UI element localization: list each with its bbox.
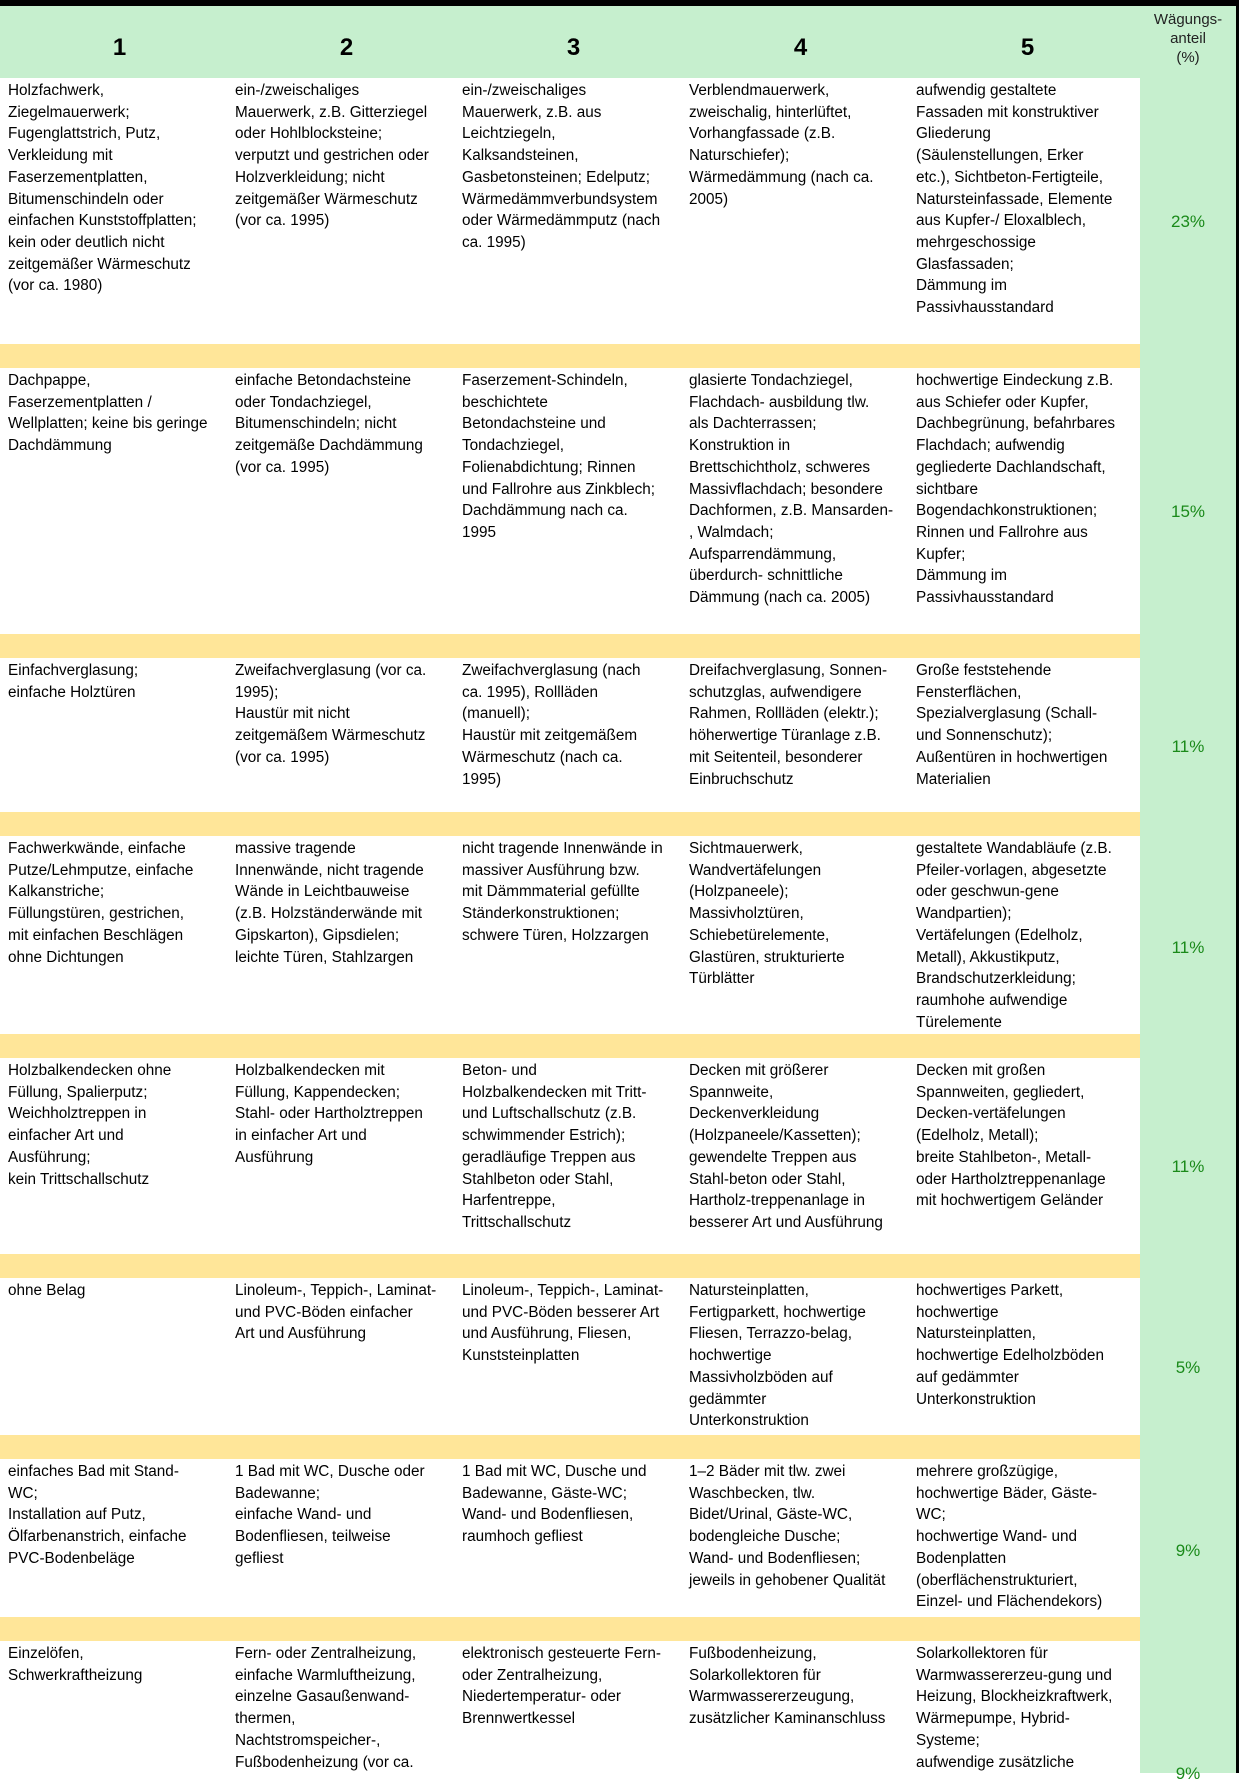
table-cell: Zweifachverglasung (nach ca. 1995), Rollläden (manuell); Haustür mit zeitgemäßem Wärmeschutz (nach ca. 1995)	[462, 662, 641, 788]
weight-column-background	[1140, 6, 1236, 1773]
table-cell: Zweifachverglasung (vor ca. 1995); Haustür mit nicht zeitgemäßem Wärmeschutz (vor ca. 1995)	[235, 662, 427, 766]
table-cell: Einfachverglasung; einfache Holztüren	[8, 662, 139, 701]
table-cell: mehrere großzügige, hochwertige Bäder, Gäste- WC; hochwertige Wand- und Bodenplatten (oberflächenstrukturiert, Einzel- und Flächendekors)	[916, 1463, 1103, 1611]
row-separator	[0, 812, 1140, 836]
table-cell: ein-/zweischaliges Mauerwerk, z.B. Gitterziegel oder Hohlblocksteine; verputzt und gestrichen oder Holzverkleidung; nicht zeitgemäßer Wärmeschutz (vor ca. 1995)	[235, 82, 429, 230]
column-header-1: 1	[112, 34, 127, 61]
table-cell: Große feststehende Fensterflächen, Spezialverglasung (Schall- und Sonnenschutz); Außentüren in hochwertigen Materialien	[916, 662, 1108, 788]
column-header-4: 4	[793, 34, 808, 61]
table-cell: massive tragende Innenwände, nicht tragende Wände in Leichtbauweise (z.B. Holzständerwände mit Gipskarton), Gipsdielen; leichte Türen, Stahlzargen	[235, 840, 424, 966]
table-cell: 1 Bad mit WC, Dusche und Badewanne, Gäste-WC; Wand- und Bodenfliesen, raumhoch gefliest	[462, 1463, 647, 1546]
table-cell: Einzelöfen, Schwerkraftheizung	[8, 1645, 143, 1684]
table-cell: Solarkollektoren für Warmwassererzeu-gung und Heizung, Blockheizkraftwerk, Wärmepumpe, Hybrid- Systeme; aufwendige zusätzliche	[916, 1645, 1113, 1771]
row-separator	[0, 634, 1140, 658]
table-cell: nicht tragende Innenwände in massiver Ausführung bzw. mit Dämmmaterial gefüllte Ständerkonstruktionen; schwere Türen, Holzzargen	[462, 840, 663, 944]
weight-value: 11%	[1171, 1157, 1205, 1176]
table-cell: 1–2 Bäder mit tlw. zwei Waschbecken, tlw. Bidet/Urinal, Gäste-WC, bodengleiche Dusche; Wand- und Bodenfliesen; jeweils in gehobener Qualität	[689, 1463, 886, 1589]
table-cell: elektronisch gesteuerte Fern- oder Zentralheizung, Niedertemperatur- oder Brennwertkessel	[462, 1645, 661, 1728]
column-header-5: 5	[1020, 34, 1035, 61]
table-cell: Decken mit größerer Spannweite, Deckenverkleidung (Holzpaneele/Kassetten); gewendelte Treppen aus Stahl-beton oder Stahl, Hartholz-treppenanlage in besserer Art und Ausführung	[689, 1062, 883, 1231]
table-cell: Holzbalkendecken ohne Füllung, Spalierputz; Weichholztreppen in einfacher Art und Ausführung; kein Trittschallschutz	[8, 1062, 172, 1188]
table-cell: glasierte Tondachziegel, Flachdach- ausbildung tlw. als Dachterrassen; Konstruktion in Brettschichtholz, schweres Massivflachdach; besondere Dachformen, z.B. Mansarden- , Walmdach; Aufsparrendämmung, überdurch- schnittliche Dämmung (nach ca. 2005)	[689, 372, 894, 607]
row-separator	[0, 1617, 1140, 1641]
column-header-2: 2	[339, 34, 354, 61]
table-cell: Fachwerkwände, einfache Putze/Lehmputze, einfache Kalkanstriche; Füllungstüren, gestrichen, mit einfachen Beschlägen ohne Dichtungen	[8, 840, 194, 966]
table-cell: Verblendmauerwerk, zweischalig, hinterlüftet, Vorhangfassade (z.B. Naturschiefer); Wärmedämmung (nach ca. 2005)	[689, 82, 874, 208]
table-cell: einfache Betondachsteine oder Tondachziegel, Bitumenschindeln; nicht zeitgemäße Dachdämmung (vor ca. 1995)	[235, 372, 423, 476]
weight-value: 11%	[1171, 737, 1205, 756]
table-cell: gestaltete Wandabläufe (z.B. Pfeiler-vorlagen, abgesetzte oder geschwun-gene Wandpartien); Vertäfelungen (Edelholz, Metall), Akkustikputz, Brandschutzerkleidung; raumhohe aufwendige Türelemente	[916, 840, 1112, 1031]
table-cell: Decken mit großen Spannweiten, gegliedert, Decken-vertäfelungen (Edelholz, Metall); breite Stahlbeton-, Metall- oder Hartholztreppenanlage mit hochwertigem Geländer	[916, 1062, 1106, 1210]
table-cell: Faserzement-Schindeln, beschichtete Betondachsteine und Tondachziegel, Folienabdichtung; Rinnen und Fallrohre aus Zinkblech; Dachdämmung nach ca. 1995	[462, 372, 656, 541]
table-cell: aufwendig gestaltete Fassaden mit konstruktiver Gliederung (Säulenstellungen, Erker etc.), Sichtbeton-Fertigteile, Natursteinfassade, Elemente aus Kupfer-/ Eloxalblech, mehrgeschossige Glasfassaden; Dämmung im Passivhausstandard	[916, 82, 1113, 317]
weight-value: 23%	[1170, 212, 1206, 231]
weight-value: 5%	[1175, 1358, 1201, 1377]
table-cell: Linoleum-, Teppich-, Laminat- und PVC-Böden einfacher Art und Ausführung	[235, 1282, 437, 1343]
weight-column-header: Wägungs- anteil (%)	[1153, 11, 1223, 66]
table-cell: Sichtmauerwerk, Wandvertäfelungen (Holzpaneele); Massivholztüren, Schiebetürelemente, Glastüren, strukturierte Türblätter	[689, 840, 845, 988]
table-cell: einfaches Bad mit Stand- WC; Installation auf Putz, Ölfarbenanstrich, einfache PVC-Bodenbeläge	[8, 1463, 187, 1567]
row-separator	[0, 344, 1140, 368]
table-cell: Holzfachwerk, Ziegelmauerwerk; Fugenglattstrich, Putz, Verkleidung mit Faserzementplatten, Bitumenschindeln oder einfachen Kunststoffplatten; kein oder deutlich nicht zeitgemäßer Wärmeschutz (vor ca. 1980)	[8, 82, 197, 295]
table-cell: ein-/zweischaliges Mauerwerk, z.B. aus Leichtziegeln, Kalksandsteinen, Gasbetonsteinen; Edelputz; Wärmedämmverbundsystem oder Wärmedämmputz (nach ca. 1995)	[462, 82, 661, 251]
table-cell: hochwertiges Parkett, hochwertige Natursteinplatten, hochwertige Edelholzböden auf gedämmter Unterkonstruktion	[916, 1282, 1104, 1408]
table-header	[0, 6, 1140, 78]
weight-value: 9%	[1175, 1541, 1201, 1560]
table-cell: 1 Bad mit WC, Dusche oder Badewanne; einfache Wand- und Bodenfliesen, teilweise gefliest	[235, 1463, 425, 1567]
table-cell: Natursteinplatten, Fertigparkett, hochwertige Fliesen, Terrazzo-belag, hochwertige Massivholzböden auf gedämmter Unterkonstruktion	[689, 1282, 866, 1430]
weight-value: 11%	[1171, 938, 1205, 957]
table-cell: Holzbalkendecken mit Füllung, Kappendecken; Stahl- oder Hartholztreppen in einfacher Art und Ausführung	[235, 1062, 423, 1166]
table-cell: Linoleum-, Teppich-, Laminat- und PVC-Böden besserer Art und Ausführung, Fliesen, Kunststeinplatten	[462, 1282, 664, 1365]
column-header-3: 3	[566, 34, 581, 61]
table-cell: Dachpappe, Faserzementplatten / Wellplatten; keine bis geringe Dachdämmung	[8, 372, 208, 455]
table-cell: Dreifachverglasung, Sonnen- schutzglas, aufwendigere Rahmen, Rollläden (elektr.); höherwertige Türanlage z.B. mit Seitenteil, besonderer Einbruchschutz	[689, 662, 888, 788]
table-cell: Beton- und Holzbalkendecken mit Tritt- und Luftschallschutz (z.B. schwimmender Estrich); geradläufige Treppen aus Stahlbeton oder Stahl, Harfentreppe, Trittschallschutz	[462, 1062, 647, 1231]
table-cell: ohne Belag	[8, 1282, 86, 1299]
row-separator	[0, 1254, 1140, 1278]
table-cell: Fußbodenheizung, Solarkollektoren für Warmwassererzeugung, zusätzlicher Kaminanschluss	[689, 1645, 886, 1728]
weight-value: 9%	[1175, 1764, 1201, 1783]
row-separator	[0, 1034, 1140, 1058]
table-cell: Fern- oder Zentralheizung, einfache Warmluftheizung, einzelne Gasaußenwand- thermen, Nachtstromspeicher-, Fußbodenheizung (vor ca.	[235, 1645, 417, 1771]
row-separator	[0, 1435, 1140, 1459]
table-cell: hochwertige Eindeckung z.B. aus Schiefer oder Kupfer, Dachbegrünung, befahrbares Flachdach; aufwendig gegliederte Dachlandschaft, sichtbare Bogendachkonstruktionen; Rinnen und Fallrohre aus Kupfer; Dämmung im Passivhausstandard	[916, 372, 1116, 607]
weight-value: 15%	[1170, 502, 1206, 521]
